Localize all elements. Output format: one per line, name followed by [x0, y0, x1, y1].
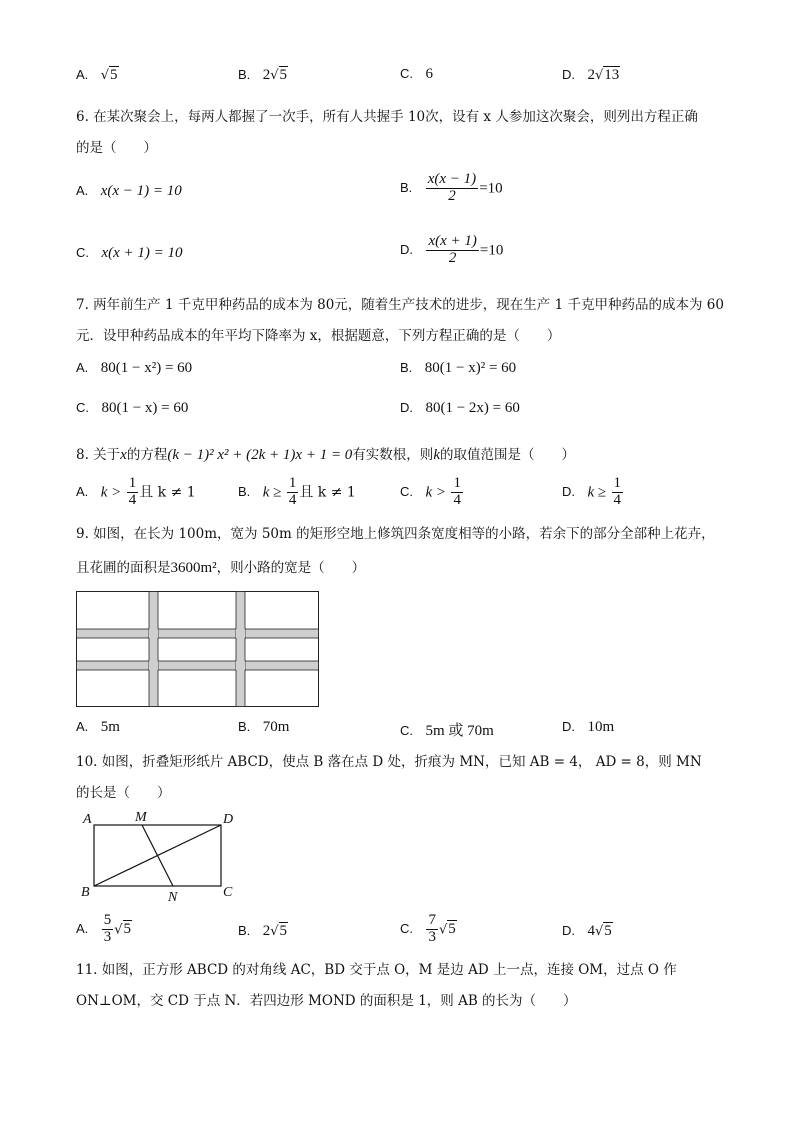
lhs: k ≥ [262, 484, 282, 501]
q7-stem-line2: 元．设甲种药品成本的年平均下降率为 x，根据题意，下列方程正确的是（ ） [76, 328, 561, 344]
equation: 80(1 − 2x) = 60 [425, 400, 520, 416]
option-text: 6 [425, 66, 433, 82]
fraction [426, 234, 478, 267]
numerator: 5 [103, 912, 112, 928]
q8-option-b[interactable] [238, 476, 356, 509]
denominator: 4 [613, 491, 622, 508]
q10-stem-line2: 的长是（ ） [76, 785, 171, 801]
q8-suffix: 有实数根，则 [352, 447, 434, 463]
q8-var-x: x [120, 447, 127, 463]
numerator: 1 [288, 475, 297, 491]
q10-option-a[interactable] [76, 913, 132, 946]
equation: 80(1 − x)² = 60 [424, 360, 517, 376]
coefficient: 4 [587, 923, 595, 939]
numerator: x(x + 1) [428, 233, 477, 249]
path-horizontal-2 [77, 661, 319, 670]
option-label: C. [76, 245, 89, 260]
fraction [612, 476, 624, 509]
coefficient: 2 [262, 923, 271, 939]
q9-stem-line2 [76, 556, 734, 577]
denominator: 3 [103, 928, 112, 945]
q9-area: 3600m² [170, 560, 217, 576]
tail: 且 k ≠ 1 [299, 484, 356, 501]
path-crossing [149, 661, 158, 670]
q9-option-b[interactable] [238, 719, 289, 736]
option-label: C. [400, 723, 413, 738]
crease-mn [142, 825, 173, 886]
tail: 且 k ≠ 1 [139, 484, 196, 501]
q7-option-a[interactable] [76, 360, 192, 377]
fraction [287, 476, 299, 509]
rhs: =10 [479, 242, 504, 259]
numerator: 1 [453, 475, 461, 491]
fraction [127, 476, 139, 509]
numerator: 7 [428, 912, 436, 928]
q10-option-b[interactable] [238, 922, 288, 940]
option-label: C. [400, 484, 413, 500]
option-label: A. [76, 360, 89, 375]
radicand: 13 [604, 67, 620, 83]
option-label: A. [76, 719, 89, 734]
option-label: B. [238, 923, 251, 938]
option-label: A. [76, 67, 89, 82]
option-text: 10m [587, 719, 615, 735]
label-d: D [223, 812, 234, 827]
q6-option-a[interactable] [76, 183, 182, 200]
sqrt-icon: √ [438, 922, 448, 938]
radicand: 5 [279, 923, 288, 939]
sqrt-icon: √ [270, 924, 279, 939]
q9-pre: 且花圃的面积是 [76, 560, 171, 576]
option-label: D. [400, 242, 413, 258]
q8-option-c[interactable] [400, 476, 464, 509]
folding-figure [78, 808, 238, 904]
option-text: 5m [100, 719, 120, 735]
garden-outline [77, 592, 319, 707]
option-label: B. [400, 180, 413, 196]
path-vertical-1 [149, 592, 158, 707]
option-label: B. [238, 67, 251, 82]
radicand: 5 [123, 921, 132, 938]
path-crossing [236, 629, 245, 638]
path-crossing [149, 629, 158, 638]
numerator: 1 [128, 475, 137, 491]
sqrt-icon: √ [594, 924, 604, 939]
coefficient: 2 [262, 67, 271, 83]
lhs: k > [425, 484, 446, 501]
option-label: C. [400, 66, 413, 81]
q7-option-b[interactable] [400, 360, 516, 377]
radicand: 5 [110, 67, 118, 83]
q5-option-d[interactable] [562, 66, 620, 84]
radicand: 5 [448, 921, 456, 938]
fraction [451, 476, 463, 509]
q11-stem-line1: 11. 如图，正方形 ABCD 的对角线 AC，BD 交于点 O，M 是边 AD 上一点，连接 OM，过点 O 作 [76, 962, 677, 978]
option-label: D. [562, 719, 575, 734]
path-crossing [236, 661, 245, 670]
q6-option-d[interactable] [400, 234, 503, 267]
q8-var-k: k [433, 447, 440, 463]
label-c: C [223, 885, 233, 900]
q6-stem-line2: 的是（ ） [76, 140, 157, 156]
q10-stem-line1: 10. 如图，折叠矩形纸片 ABCD，使点 B 落在点 D 处，折痕为 MN，已知 AB = 4， AD = 8，则 MN [76, 754, 702, 770]
option-label: B. [238, 719, 251, 734]
q7-option-c[interactable] [76, 400, 188, 417]
q8-prefix: 8. 关于 [76, 447, 121, 463]
q7-option-d[interactable] [400, 400, 520, 417]
denominator: 4 [128, 491, 137, 508]
option-text: 70m [262, 719, 290, 735]
option-label: D. [562, 484, 575, 500]
sqrt-icon: √ [594, 68, 604, 83]
q8-middle: 的方程 [126, 447, 168, 463]
radicand: 5 [604, 923, 612, 939]
numerator: 1 [613, 475, 622, 491]
equation: 80(1 − x²) = 60 [100, 360, 193, 376]
option-label: D. [400, 400, 413, 415]
q5-option-c[interactable] [400, 66, 433, 83]
option-label: B. [400, 360, 413, 375]
fraction [102, 913, 114, 946]
q9-stem-line1: 9. 如图，在长为 100m，宽为 50m 的矩形空地上修筑四条宽度相等的小路，若余下的部分全部种上花卉， [76, 526, 715, 542]
denominator: 2 [448, 249, 457, 266]
q8-stem [76, 443, 734, 464]
q9-post: ，则小路的宽是（ ） [216, 560, 366, 576]
denominator: 2 [448, 187, 456, 204]
option-label: C. [76, 400, 89, 415]
option-label: A. [76, 921, 89, 937]
q8-equation: (k − 1)² x² + (2k + 1)x + 1 = 0 [167, 447, 353, 463]
sqrt-icon: √ [100, 68, 110, 83]
q9-option-a[interactable] [76, 719, 120, 736]
q6-option-b[interactable] [400, 172, 503, 205]
label-b: B [81, 885, 90, 900]
q8-option-d[interactable] [562, 476, 624, 509]
q10-option-d[interactable] [562, 922, 613, 940]
option-label: C. [400, 921, 413, 937]
label-m: M [135, 810, 147, 825]
option-text: 5m 或 70m [425, 723, 494, 739]
equation: x(x + 1) = 10 [101, 245, 183, 261]
path-horizontal-1 [77, 629, 319, 638]
q6-stem-line1: 6. 在某次聚会上，每两人都握了一次手，所有人共握手 10次，设有 x 人参加这次聚会，则列出方程正确 [76, 109, 698, 125]
fraction [426, 172, 478, 205]
denominator: 3 [428, 928, 436, 945]
label-a: A [83, 812, 92, 827]
sqrt-icon: √ [114, 922, 123, 938]
numerator: x(x − 1) [427, 171, 477, 187]
equation: x(x − 1) = 10 [100, 183, 182, 199]
option-label: D. [562, 67, 575, 82]
q5-option-a[interactable] [76, 66, 119, 84]
q9-option-d[interactable] [562, 719, 614, 736]
equation: 80(1 − x) = 60 [101, 400, 189, 416]
fraction [426, 913, 438, 946]
q8-option-a[interactable] [76, 476, 196, 509]
option-label: A. [76, 183, 89, 198]
denominator: 4 [453, 491, 461, 508]
q6-option-c[interactable] [76, 245, 183, 262]
denominator: 4 [288, 491, 297, 508]
option-label: D. [562, 923, 575, 938]
lhs: k > [100, 484, 122, 501]
q5-option-b[interactable] [238, 66, 288, 84]
coefficient: 2 [587, 67, 595, 83]
option-label: B. [238, 484, 251, 500]
q8-end: 的取值范围是（ ） [439, 447, 575, 463]
sqrt-icon: √ [270, 68, 279, 83]
rhs: =10 [479, 180, 503, 197]
q10-option-c[interactable] [400, 913, 457, 946]
path-vertical-2 [236, 592, 245, 707]
garden-figure [76, 591, 320, 708]
option-label: A. [76, 484, 89, 500]
q11-stem-line2: ON⊥OM，交 CD 于点 N．若四边形 MOND 的面积是 1，则 AB 的长为（ ） [76, 993, 577, 1009]
q9-option-c[interactable] [400, 719, 494, 740]
q7-stem-line1: 7. 两年前生产 1 千克甲种药品的成本为 80元，随着生产技术的进步，现在生产 1 千克甲种药品的成本为 60 [76, 297, 724, 313]
lhs: k ≥ [587, 484, 607, 501]
label-n: N [168, 890, 178, 904]
radicand: 5 [279, 67, 288, 83]
